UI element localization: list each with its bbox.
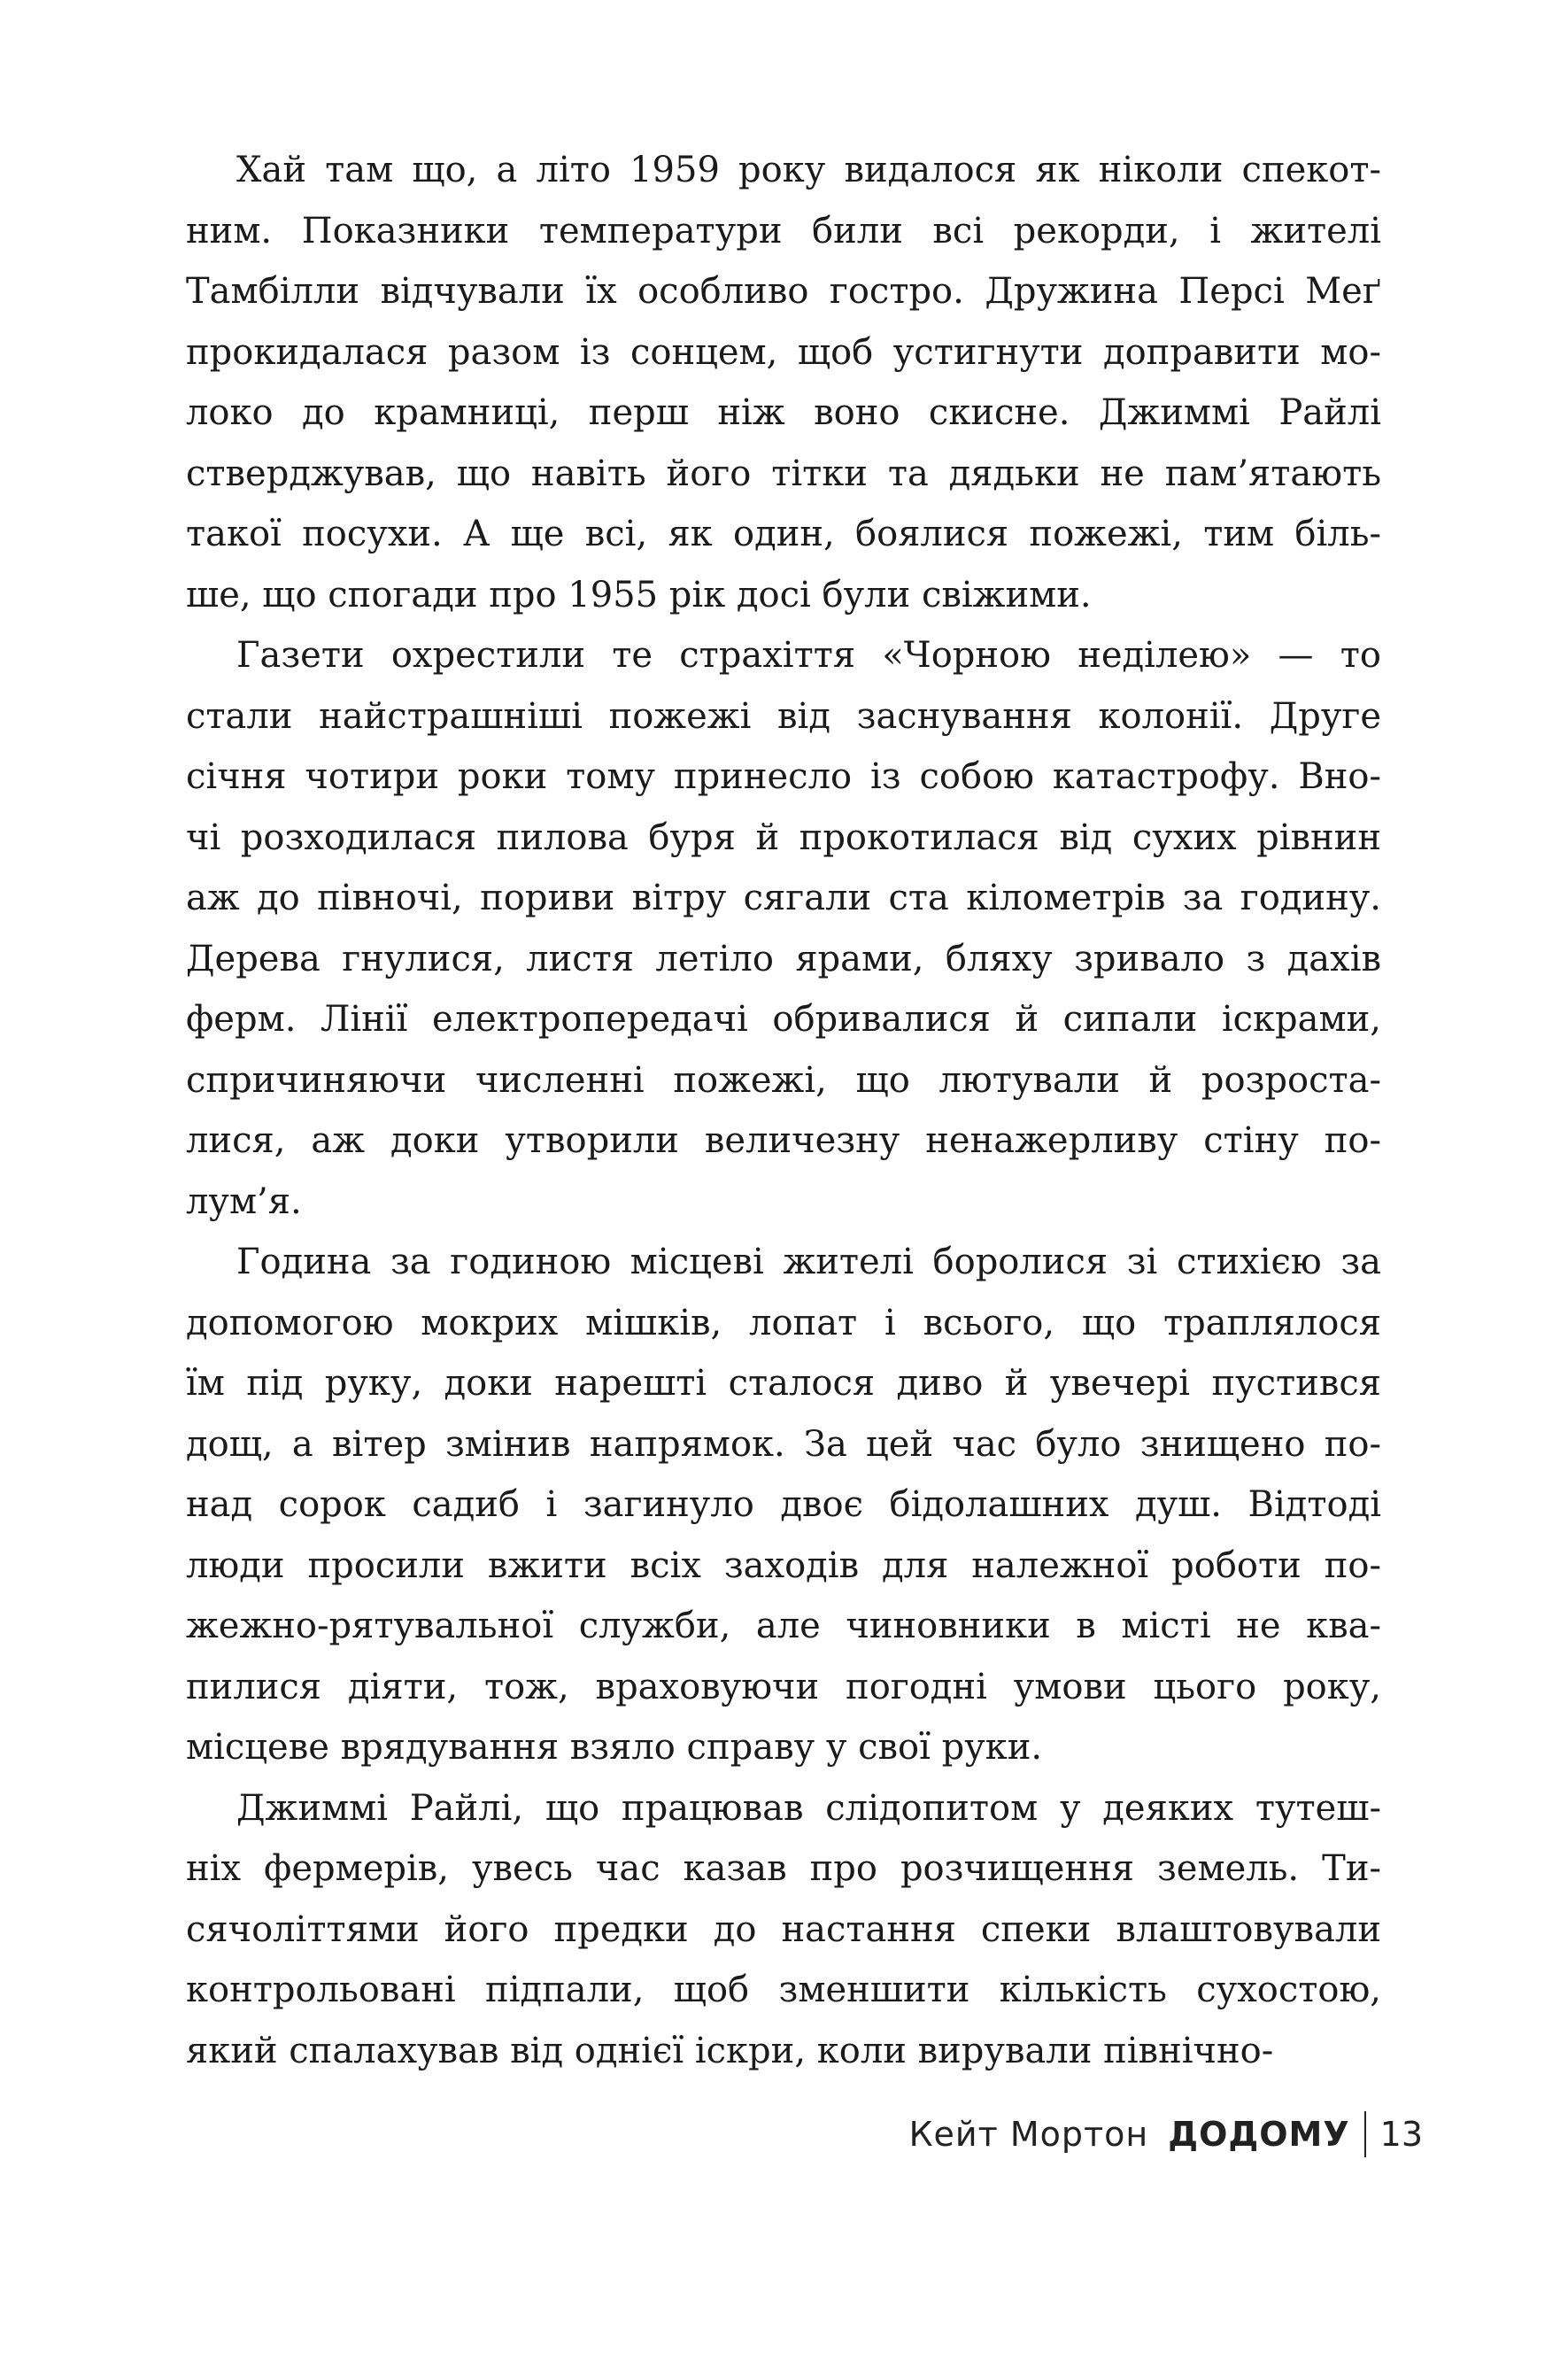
text-line: люди просили вжити всіх заходів для належної роботи по- (186, 1544, 1381, 1586)
text-line: січня чотири роки тому принесло із собою катастрофу. Вно- (186, 756, 1381, 797)
text-line: стали найстрашніші пожежі від заснування колонії. Друге (186, 695, 1381, 737)
text-line: місцеве врядування взяло справу у свої руки. (186, 1727, 1043, 1768)
text-line: над сорок садиб і загинуло двоє бідолашних душ. Відтоді (186, 1484, 1381, 1525)
text-line: ніх фермерів, увесь час казав про розчищення земель. Ти- (186, 1848, 1381, 1889)
text-line: ше, що спогади про 1955 рік досі були свіжими. (186, 574, 1092, 615)
footer-separator (1364, 2111, 1366, 2157)
text-line: чі розходилася пилова буря й прокотилася від сухих рівнин (186, 817, 1381, 858)
text-line: контрольовані підпали, щоб зменшити кількість сухостою, (186, 1970, 1381, 2010)
text-line: Газети охрестили те страхіття «Чорною неділею» — то (236, 635, 1381, 676)
text-line: такої посухи. А ще всі, як один, боялися пожежі, тим біль- (186, 514, 1381, 554)
paragraph (186, 140, 1381, 625)
body-text (186, 140, 1381, 2081)
text-line: спричиняючи численні пожежі, що лютували й розроста- (186, 1059, 1381, 1101)
page-footer (909, 2108, 1423, 2161)
text-line: ферм. Лінії електропередачі обривалися й сипали іскрами, (186, 999, 1381, 1040)
text-line: аж до півночі, пориви вітру сягали ста кілометрів за годину. (186, 878, 1381, 918)
text-line: їм під руку, доки нарешті сталося диво й увечері пустився (186, 1363, 1381, 1404)
text-line: прокидалася разом із сонцем, щоб устигнути доправити мо- (186, 331, 1381, 373)
text-line: дощ, а вітер змінив напрямок. За цей час було знищено по- (186, 1423, 1381, 1465)
paragraph (186, 625, 1381, 1232)
text-line: лум’я. (186, 1180, 302, 1222)
text-line: пилися діяти, тож, враховуючи погодні умови цього року, (186, 1666, 1381, 1707)
text-line: сячоліттями його предки до настання спеки влаштовували (186, 1908, 1381, 1950)
text-line: Дерева гнулися, листя летіло ярами, бляху зривало з дахів (186, 938, 1381, 979)
text-line: Джиммі Райлі, що працював слідопитом у деяких тутеш- (236, 1787, 1381, 1829)
text-line: який спалахував від однієї іскри, коли вирували північно- (186, 2030, 1274, 2071)
text-line: локо до крамниці, перш ніж воно скисне. Джиммі Райлі (186, 392, 1381, 433)
text-line: ним. Показники температури били всі рекорди, і жителі (186, 210, 1381, 252)
text-line: Тамбілли відчували їх особливо гостро. Дружина Персі Меґ (186, 271, 1381, 312)
text-line: допомогою мокрих мішків, лопат і всього, що траплялося (186, 1302, 1381, 1343)
text-line: жежно-рятувальної служби, але чиновники в місті не ква- (186, 1606, 1381, 1646)
text-line: стверджував, що навіть його тітки та дядьки не пам’ятають (186, 453, 1381, 494)
page-number: 13 (1379, 2115, 1423, 2154)
text-line: Година за годиною місцеві жителі боролися зі стихією за (236, 1242, 1381, 1282)
paragraph (186, 1232, 1381, 1778)
text-line: лися, аж доки утворили величезну ненажерливу стіну по- (186, 1120, 1381, 1161)
footer-author: Кейт Мортон (908, 2115, 1149, 2154)
footer-book-title: ДОДОМУ (1168, 2115, 1350, 2154)
paragraph (186, 1778, 1381, 2082)
text-line: Хай там що, а літо 1959 року видалося як ніколи спекот- (236, 150, 1381, 190)
